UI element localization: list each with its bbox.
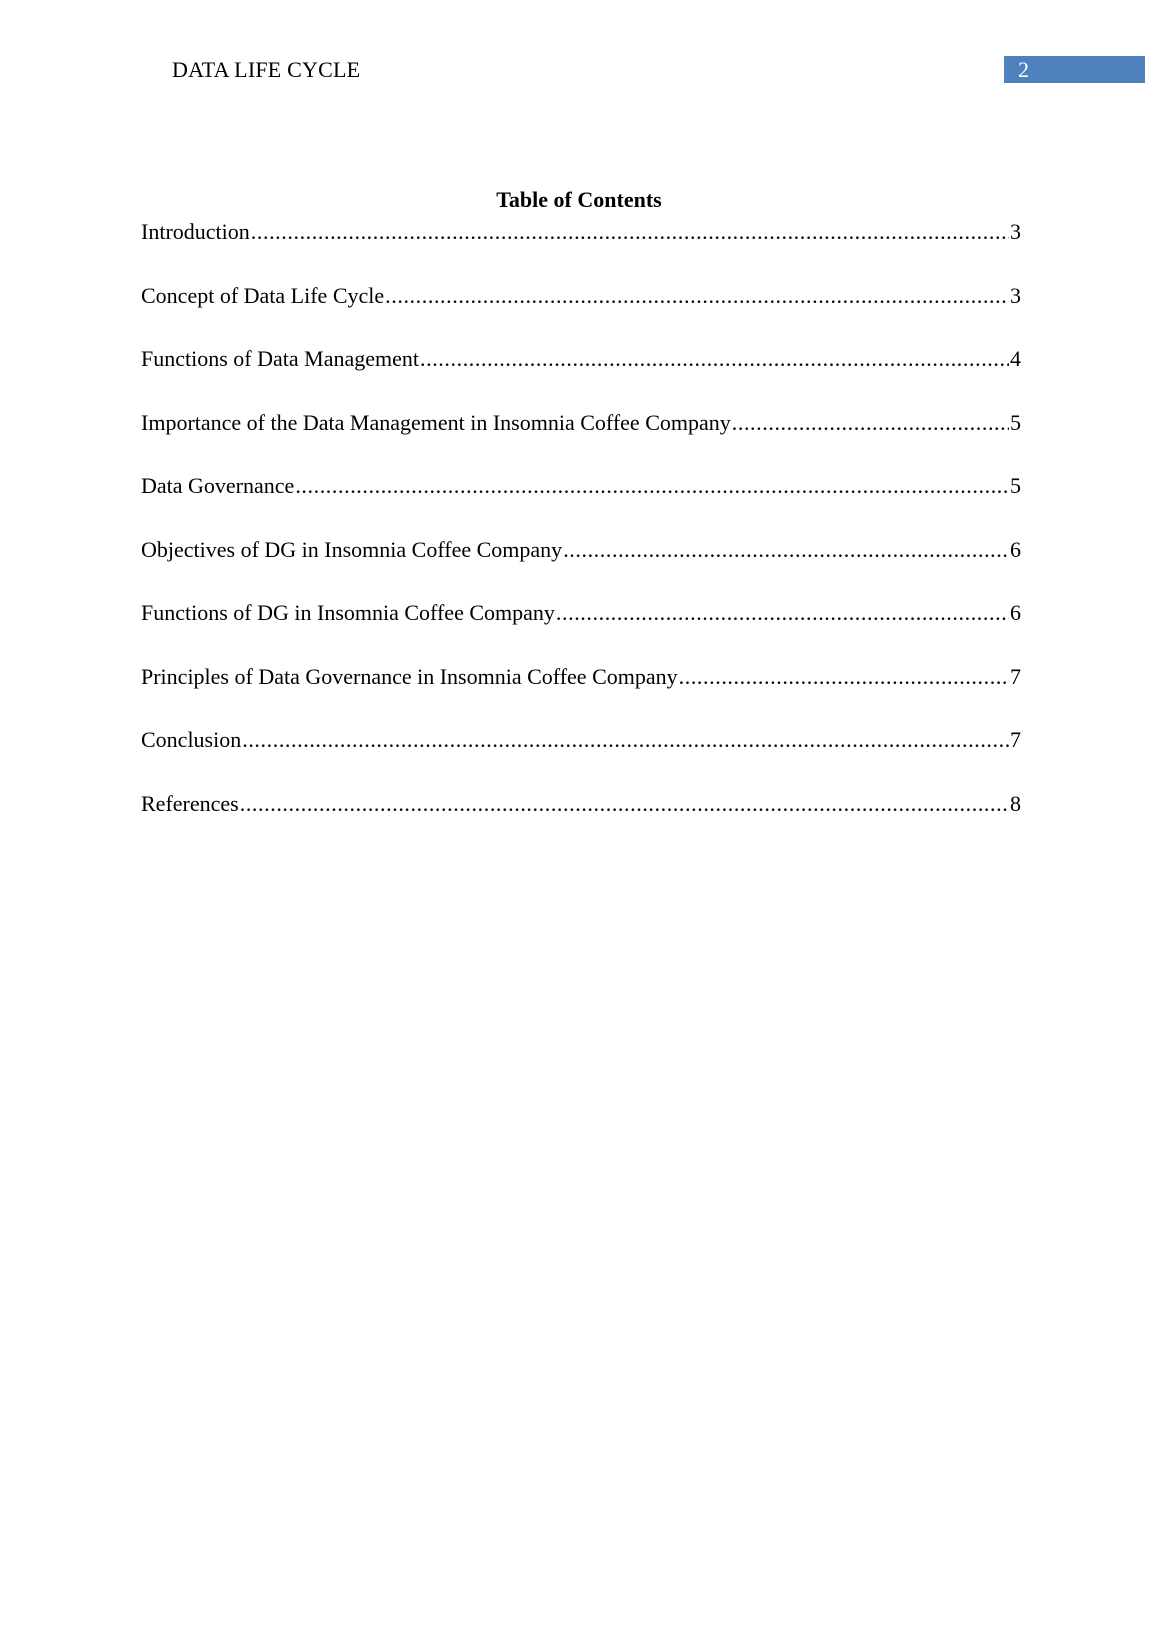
page-number: 2: [1004, 56, 1145, 83]
toc-entry-functions-of-dg[interactable]: [141, 599, 1021, 627]
toc-entry-introduction[interactable]: [141, 218, 1021, 246]
toc-entry-page: 5: [1010, 473, 1021, 498]
toc-entry-label: Functions of DG in Insomnia Coffee Company: [141, 600, 555, 625]
toc-entry-data-governance[interactable]: [141, 472, 1021, 500]
toc-entry-importance-of-data-management[interactable]: [141, 409, 1021, 437]
toc-entry-page: 7: [1010, 663, 1021, 689]
toc-entry-label: Concept of Data Life Cycle: [141, 282, 385, 308]
toc-dot-leader: [251, 218, 1009, 246]
toc-dot-leader: [420, 345, 1009, 373]
toc-dot-leader: [240, 790, 1009, 818]
toc-entry-page: 7: [1010, 727, 1021, 752]
toc-entry-label: Objectives of DG in Insomnia Coffee Company: [141, 536, 563, 562]
table-of-contents: [141, 218, 1021, 853]
toc-entry-references[interactable]: [141, 790, 1021, 818]
toc-entry-page: 6: [1010, 536, 1021, 562]
toc-entry-page: 6: [1010, 600, 1021, 625]
toc-dot-leader: [385, 282, 1009, 310]
toc-dot-leader: [679, 663, 1009, 691]
toc-dot-leader: [563, 536, 1009, 564]
toc-entry-label: Introduction: [141, 219, 250, 244]
toc-entry-label: Data Governance: [141, 473, 295, 498]
toc-entry-page: 8: [1010, 790, 1021, 816]
toc-entry-page: 4: [1010, 346, 1021, 371]
toc-dot-leader: [242, 726, 1009, 754]
toc-entry-principles-of-data-governance[interactable]: [141, 663, 1021, 691]
toc-entry-concept-of-data-life-cycle[interactable]: [141, 282, 1021, 310]
running-head: DATA LIFE CYCLE: [172, 57, 361, 82]
toc-entry-label: Conclusion: [141, 727, 242, 752]
toc-entry-functions-of-data-management[interactable]: [141, 345, 1021, 373]
toc-dot-leader: [556, 599, 1009, 627]
toc-entry-page: 5: [1010, 409, 1021, 435]
toc-entry-conclusion[interactable]: [141, 726, 1021, 754]
toc-entry-label: References: [141, 790, 239, 816]
toc-entry-label: Principles of Data Governance in Insomnia Coffee Company: [141, 663, 678, 689]
toc-entry-label: Importance of the Data Management in Insomnia Coffee Company: [141, 409, 731, 435]
toc-entry-objectives-of-dg[interactable]: [141, 536, 1021, 564]
toc-dot-leader: [732, 409, 1009, 437]
toc-title: Table of Contents: [496, 187, 662, 212]
toc-dot-leader: [295, 472, 1009, 500]
toc-entry-page: 3: [1010, 219, 1021, 244]
toc-entry-label: Functions of Data Management: [141, 346, 419, 371]
toc-entry-page: 3: [1010, 282, 1021, 308]
